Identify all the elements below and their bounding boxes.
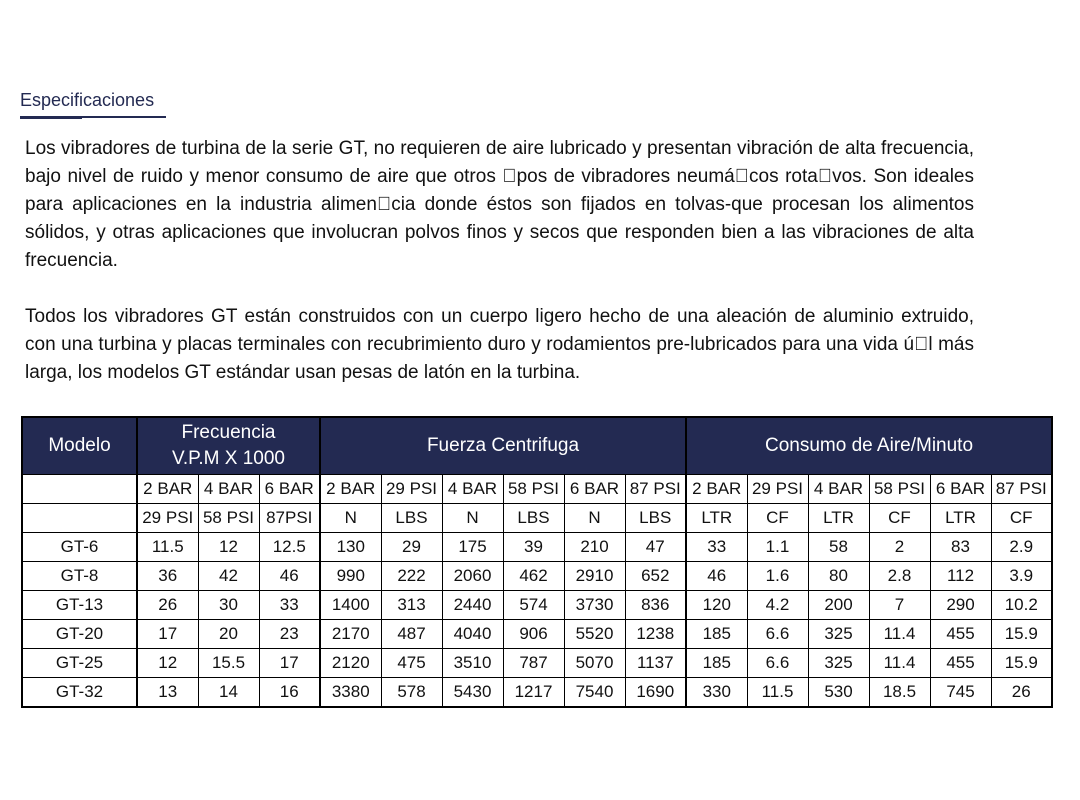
table-cell: 15.9 [991,649,1052,678]
table-cell: 26 [137,591,198,620]
table-cell: 745 [930,678,991,708]
table-cell: 330 [686,678,747,708]
table-cell: N [320,504,381,533]
table-cell: 7 [869,591,930,620]
header-frecuencia-line1: Frecuencia [181,422,276,443]
table-cell: 3510 [442,649,503,678]
table-cell: 11.5 [137,533,198,562]
table-cell: LTR [930,504,991,533]
table-cell: 4 BAR [442,475,503,504]
table-cell: 3730 [564,591,625,620]
table-cell: 2170 [320,620,381,649]
table-cell: CF [869,504,930,533]
table-cell: 2.9 [991,533,1052,562]
description-paragraph-1: Los vibradores de turbina de la serie GT, no requieren de aire lubricado y presentan vibración de alta frecuencia, bajo nivel de ruido y menor consumo de aire que otros  pos de vibradores neumá cos rota vos. Son ideales para aplicaciones en la industria alimen cia donde éstos son fijados en tolvas-que procesan los alimentos sólidos, y otras aplicaciones que involucran polvos finos y secos que responden bien a las vibraciones de alta frecuencia. [25,138,974,271]
table-cell: 4040 [442,620,503,649]
table-cell: 475 [381,649,442,678]
table-cell: 455 [930,620,991,649]
table-row [22,678,1052,708]
table-cell: 15.5 [198,649,259,678]
table-cell: 3.9 [991,562,1052,591]
table-cell: 578 [381,678,442,708]
table-cell: 175 [442,533,503,562]
section-title: Especificaciones [20,90,155,110]
table-cell: 87 PSI [991,475,1052,504]
table-cell: 1137 [625,649,686,678]
table-cell: GT-13 [22,591,137,620]
header-frecuencia [137,417,320,475]
specifications-table [21,416,1053,708]
table-cell: 58 PSI [869,475,930,504]
table-cell: 2.8 [869,562,930,591]
table-subheader-row [22,475,1052,504]
table-cell: LTR [808,504,869,533]
table-row [22,533,1052,562]
table-cell: 836 [625,591,686,620]
table-row [22,649,1052,678]
table-cell: 120 [686,591,747,620]
table-cell: 58 PSI [503,475,564,504]
table-cell: 1.6 [747,562,808,591]
table-cell: 11.5 [747,678,808,708]
table-cell: LBS [625,504,686,533]
table-cell: 325 [808,649,869,678]
table-cell: 3380 [320,678,381,708]
table-cell: 17 [137,620,198,649]
table-cell: 15.9 [991,620,1052,649]
table-cell: 29 PSI [137,504,198,533]
table-cell: 462 [503,562,564,591]
description-paragraph-2: Todos los vibradores GT están construidos con un cuerpo ligero hecho de una aleación de aluminio extruido, con una turbina y placas terminales con recubrimiento duro y rodamientos pre-lubricados para una vida ú l más larga, los modelos GT estándar usan pesas de latón en la turbina. [25,306,974,383]
table-cell: 87 PSI [625,475,686,504]
table-cell: CF [991,504,1052,533]
table-cell: 33 [686,533,747,562]
table-cell: 2 BAR [320,475,381,504]
table-cell: LBS [503,504,564,533]
table-row [22,620,1052,649]
table-cell: 2440 [442,591,503,620]
table-header-row [22,417,1052,475]
table-cell: 290 [930,591,991,620]
table-cell: 6.6 [747,620,808,649]
table-cell: 455 [930,649,991,678]
table-cell: 29 PSI [381,475,442,504]
table-cell: 29 [381,533,442,562]
table-cell: 47 [625,533,686,562]
table-cell: 1.1 [747,533,808,562]
table-cell: 487 [381,620,442,649]
table-cell: GT-32 [22,678,137,708]
table-cell: 2 BAR [686,475,747,504]
table-cell: GT-8 [22,562,137,591]
table-cell: 787 [503,649,564,678]
table-cell: 185 [686,620,747,649]
header-fuerza-centrifuga: Fuerza Centrifuga [320,417,686,475]
table-cell: 6.6 [747,649,808,678]
table-cell: 1400 [320,591,381,620]
table-cell: 36 [137,562,198,591]
table-cell: 13 [137,678,198,708]
table-cell: 325 [808,620,869,649]
table-cell: 39 [503,533,564,562]
table-cell: LTR [686,504,747,533]
table-cell: 46 [686,562,747,591]
table-cell: 530 [808,678,869,708]
table-cell: 313 [381,591,442,620]
table-units-row [22,504,1052,533]
table-cell: 2 BAR [137,475,198,504]
table-cell: N [442,504,503,533]
table-cell: 23 [259,620,320,649]
table-cell: 58 PSI [198,504,259,533]
table-cell: 200 [808,591,869,620]
table-cell: 11.4 [869,620,930,649]
table-cell: 12.5 [259,533,320,562]
table-cell: 5430 [442,678,503,708]
table-cell: 6 BAR [564,475,625,504]
table-row [22,562,1052,591]
title-underline-accent [20,116,82,119]
table-cell: 1217 [503,678,564,708]
table-cell: CF [747,504,808,533]
header-consumo-aire: Consumo de Aire/Minuto [686,417,1052,475]
table-cell: 906 [503,620,564,649]
table-cell: 58 [808,533,869,562]
table-cell: 7540 [564,678,625,708]
table-cell: 26 [991,678,1052,708]
table-cell: N [564,504,625,533]
table-cell: 222 [381,562,442,591]
table-cell: 80 [808,562,869,591]
table-cell: GT-20 [22,620,137,649]
table-cell: 33 [259,591,320,620]
table-cell: 14 [198,678,259,708]
table-cell: 4 BAR [198,475,259,504]
table-cell [22,475,137,504]
table-cell: 652 [625,562,686,591]
table-cell: 11.4 [869,649,930,678]
table-cell: LBS [381,504,442,533]
header-frecuencia-line2: V.P.M X 1000 [171,448,286,469]
table-cell: 12 [198,533,259,562]
table-cell: 2060 [442,562,503,591]
table-cell: 6 BAR [930,475,991,504]
table-cell: 1238 [625,620,686,649]
table-cell: 130 [320,533,381,562]
table-cell: 12 [137,649,198,678]
table-cell: 574 [503,591,564,620]
table-cell: 10.2 [991,591,1052,620]
table-cell: 2910 [564,562,625,591]
table-cell: 2 [869,533,930,562]
table-cell: 17 [259,649,320,678]
table-cell: 1690 [625,678,686,708]
table-cell: 4.2 [747,591,808,620]
table-cell [22,504,137,533]
table-cell: 20 [198,620,259,649]
table-cell: 6 BAR [259,475,320,504]
table-cell: 83 [930,533,991,562]
header-modelo: Modelo [22,417,137,475]
table-cell: GT-6 [22,533,137,562]
table-cell: 87PSI [259,504,320,533]
table-cell: 990 [320,562,381,591]
table-cell: 29 PSI [747,475,808,504]
table-cell: 30 [198,591,259,620]
table-row [22,591,1052,620]
table-cell: 16 [259,678,320,708]
table-cell: 2120 [320,649,381,678]
table-cell: GT-25 [22,649,137,678]
table-cell: 4 BAR [808,475,869,504]
table-cell: 18.5 [869,678,930,708]
table-cell: 210 [564,533,625,562]
table-cell: 42 [198,562,259,591]
table-cell: 112 [930,562,991,591]
table-cell: 46 [259,562,320,591]
table-cell: 185 [686,649,747,678]
table-cell: 5070 [564,649,625,678]
table-cell: 5520 [564,620,625,649]
